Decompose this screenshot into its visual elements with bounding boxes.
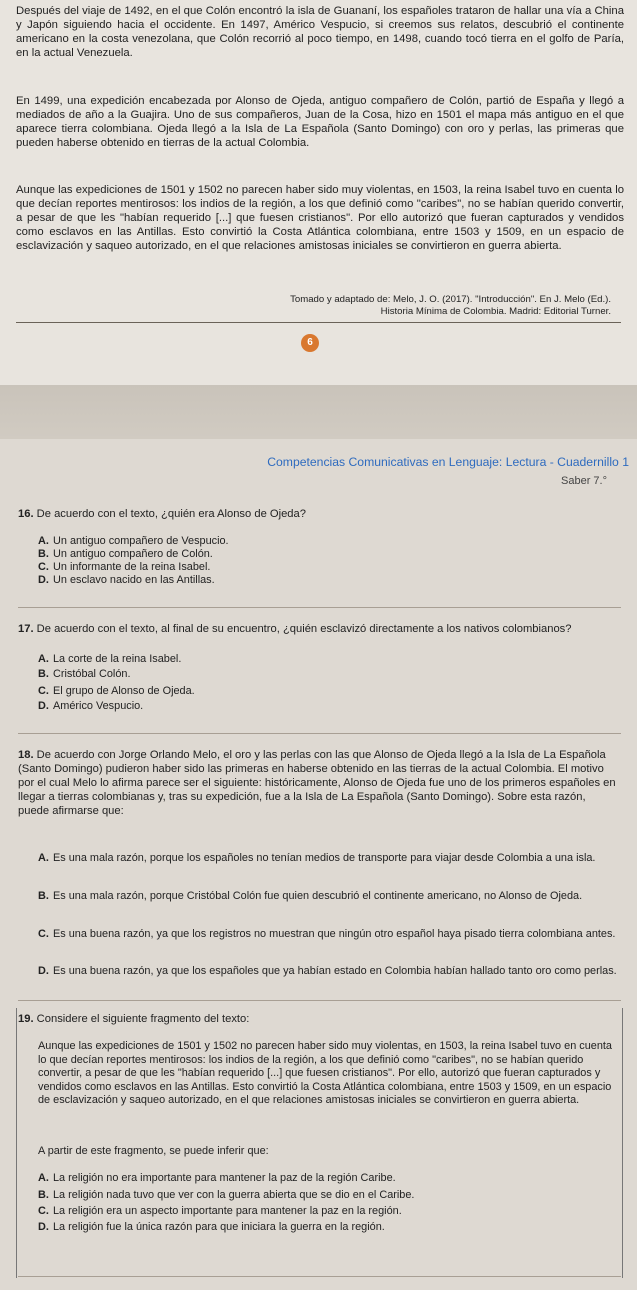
question-text: Considere el siguiente fragmento del texto: [36,1013,250,1025]
option-17-d[interactable] [38,700,623,713]
option-letter: B. [38,548,49,560]
question-number: 19. [18,1013,34,1025]
question-separator [18,607,621,608]
page-number-badge: 6 [301,334,319,352]
citation-line-2: Historia Mínima de Colombia. Madrid: Editorial Turner. [380,306,611,317]
option-16-b[interactable] [38,548,623,561]
question-19 [18,1012,618,1026]
option-17-b[interactable] [38,668,623,681]
option-19-b[interactable] [38,1189,623,1202]
option-text: Es una mala razón, porque los españoles no tenían medios de transporte para viajar desde Colombia a una isla. [53,852,596,864]
option-text: Un esclavo nacido en las Antillas. [53,574,215,586]
option-17-a[interactable] [38,653,623,666]
reading-paragraph-3: Aunque las expediciones de 1501 y 1502 no parecen haber sido muy violentas, en 1503, la reina Isabel tuvo en cuenta lo que decían reportes mentirosos: los indios de la región, a los que definió como "caribes", no se habían querido convertir, a pesar de que les "habían requerido [...] que fuesen cristianos". Por ello autorizó que fueran capturados y vendidos como esclavos en las Antillas. Esto convirtió la Costa Atlántica colombiana, entre 1503 y 1509, en un espacio de esclavización y saqueo autorizado, en el que relaciones amistosas iniciales se convirtieron en guerra abierta. [16,184,624,252]
option-letter: A. [38,535,49,547]
question-number: 16. [18,508,34,520]
option-letter: C. [38,685,49,697]
option-letter: D. [38,574,49,586]
question-18 [18,748,618,818]
option-16-c[interactable] [38,561,623,574]
grade-label: Saber 7.° [561,475,607,487]
option-18-b[interactable] [38,890,623,903]
option-18-c[interactable] [38,928,623,941]
question-separator [18,1000,621,1001]
option-text: La religión fue la única razón para que iniciara la guerra en la región. [53,1221,385,1233]
question-number: 17. [18,623,34,635]
option-19-d[interactable] [38,1221,623,1234]
option-16-a[interactable] [38,535,623,548]
citation [231,294,611,318]
question-text: De acuerdo con el texto, al final de su encuentro, ¿quién esclavizó directamente a los nativos colombianos? [36,623,572,635]
question-prompt: A partir de este fragmento, se puede inferir que: [38,1145,269,1157]
option-letter: C. [38,561,49,573]
option-text: La corte de la reina Isabel. [53,653,182,665]
text-fragment: Aunque las expediciones de 1501 y 1502 no parecen haber sido muy violentas, en 1503, la reina Isabel tuvo en cuenta lo que decían reportes mentirosos: los indios de la región, a los que definió como "caribes", no se habían querido convertir, a pesar de que les "habían requerido [...] que fuesen cristianos". Por ello, autorizó que fueran capturados y vendidos como esclavos en las Antillas. Esto convirtió la Costa Atlántica colombiana, entre 1503 y 1509, en un espacio de esclavización y saqueo autorizado, en el que relaciones amistosas iniciales se convirtieron en guerra abierta. [38,1040,612,1106]
option-letter: C. [38,1205,49,1217]
question-text: De acuerdo con Jorge Orlando Melo, el oro y las perlas con las que Alonso de Ojeda llegó a la Isla de La Española (Santo Domingo) pudieron haber sido las primeras en haberse obtenido en las tierras de la actual Colombia. El motivo por el cual Melo lo afirma parece ser el siguiente: históricamente, Alonso de Ojeda fue uno de los primeros españoles en llegar a tierras colombianas y, tras su expedición, fue a la Isla de La Española (Santo Domingo). Sobre esta razón, puede afirmarse que: [18,749,616,817]
option-letter: B. [38,1189,49,1201]
box-left-border [16,1008,17,1278]
option-text: Es una buena razón, ya que los españoles que ya habían estado en Colombia habían hallado tanto oro como perlas. [53,965,617,977]
option-19-c[interactable] [38,1205,623,1218]
question-17 [18,622,618,636]
option-text: El grupo de Alonso de Ojeda. [53,685,195,697]
option-text: La religión era un aspecto importante para mantener la paz en la región. [53,1205,402,1217]
option-text: La religión nada tuvo que ver con la guerra abierta que se dio en el Caribe. [53,1189,415,1201]
option-18-a[interactable] [38,852,623,865]
option-19-a[interactable] [38,1172,623,1185]
question-text: De acuerdo con el texto, ¿quién era Alonso de Ojeda? [36,508,306,520]
option-letter: A. [38,653,49,665]
option-18-d[interactable] [38,965,623,978]
question-separator [18,1276,621,1277]
option-17-c[interactable] [38,685,623,698]
question-number: 18. [18,749,34,761]
page-gap [0,385,637,439]
option-text: Un antiguo compañero de Vespucio. [53,535,229,547]
option-letter: B. [38,668,49,680]
option-16-d[interactable] [38,574,623,587]
option-letter: D. [38,700,49,712]
citation-rule [16,322,621,323]
option-letter: B. [38,890,49,902]
box-right-border [622,1008,623,1278]
option-text: Un informante de la reina Isabel. [53,561,211,573]
citation-line-1: Tomado y adaptado de: Melo, J. O. (2017). "Introducción". En J. Melo (Ed.). [290,294,611,305]
reading-paragraph-1: Después del viaje de 1492, en el que Colón encontró la isla de Guananí, los españoles trataron de hallar una vía a China y Japón siguiendo hacia el occidente. En 1497, Américo Vespucio, si creemos sus relatos, descubrió el continente americano en la costa venezolana, que Colón recorrió al poco tiempo, en 1498, cuando tocó tierra en el golfo de Paría, en la actual Venezuela. [16,5,624,59]
reading-paragraph-2: En 1499, una expedición encabezada por Alonso de Ojeda, antiguo compañero de Colón, partió de España y llegó a mediados de año a la Guajira. Uno de sus compañeros, Juan de la Cosa, hizo en 1501 el mapa más antiguo en el que aparece tierra colombiana. Ojeda llegó a la Isla de La Española (Santo Domingo) con oro y perlas, las primeras que pueden haberse obtenido en tierras de la actual Colombia. [16,95,624,149]
question-separator [18,733,621,734]
option-letter: C. [38,928,49,940]
booklet-title: Competencias Comunicativas en Lenguaje: Lectura - Cuadernillo 1 [267,455,629,469]
question-16 [18,507,618,521]
option-letter: D. [38,965,49,977]
option-text: La religión no era importante para mantener la paz de la región Caribe. [53,1172,396,1184]
option-text: Un antiguo compañero de Colón. [53,548,213,560]
option-text: Es una buena razón, ya que los registros no muestran que ningún otro español haya pisado tierra colombiana antes. [53,928,616,940]
option-text: Américo Vespucio. [53,700,144,712]
option-letter: A. [38,1172,49,1184]
option-text: Cristóbal Colón. [53,668,131,680]
option-letter: A. [38,852,49,864]
option-text: Es una mala razón, porque Cristóbal Colón fue quien descubrió el continente americano, no Alonso de Ojeda. [53,890,583,902]
option-letter: D. [38,1221,49,1233]
